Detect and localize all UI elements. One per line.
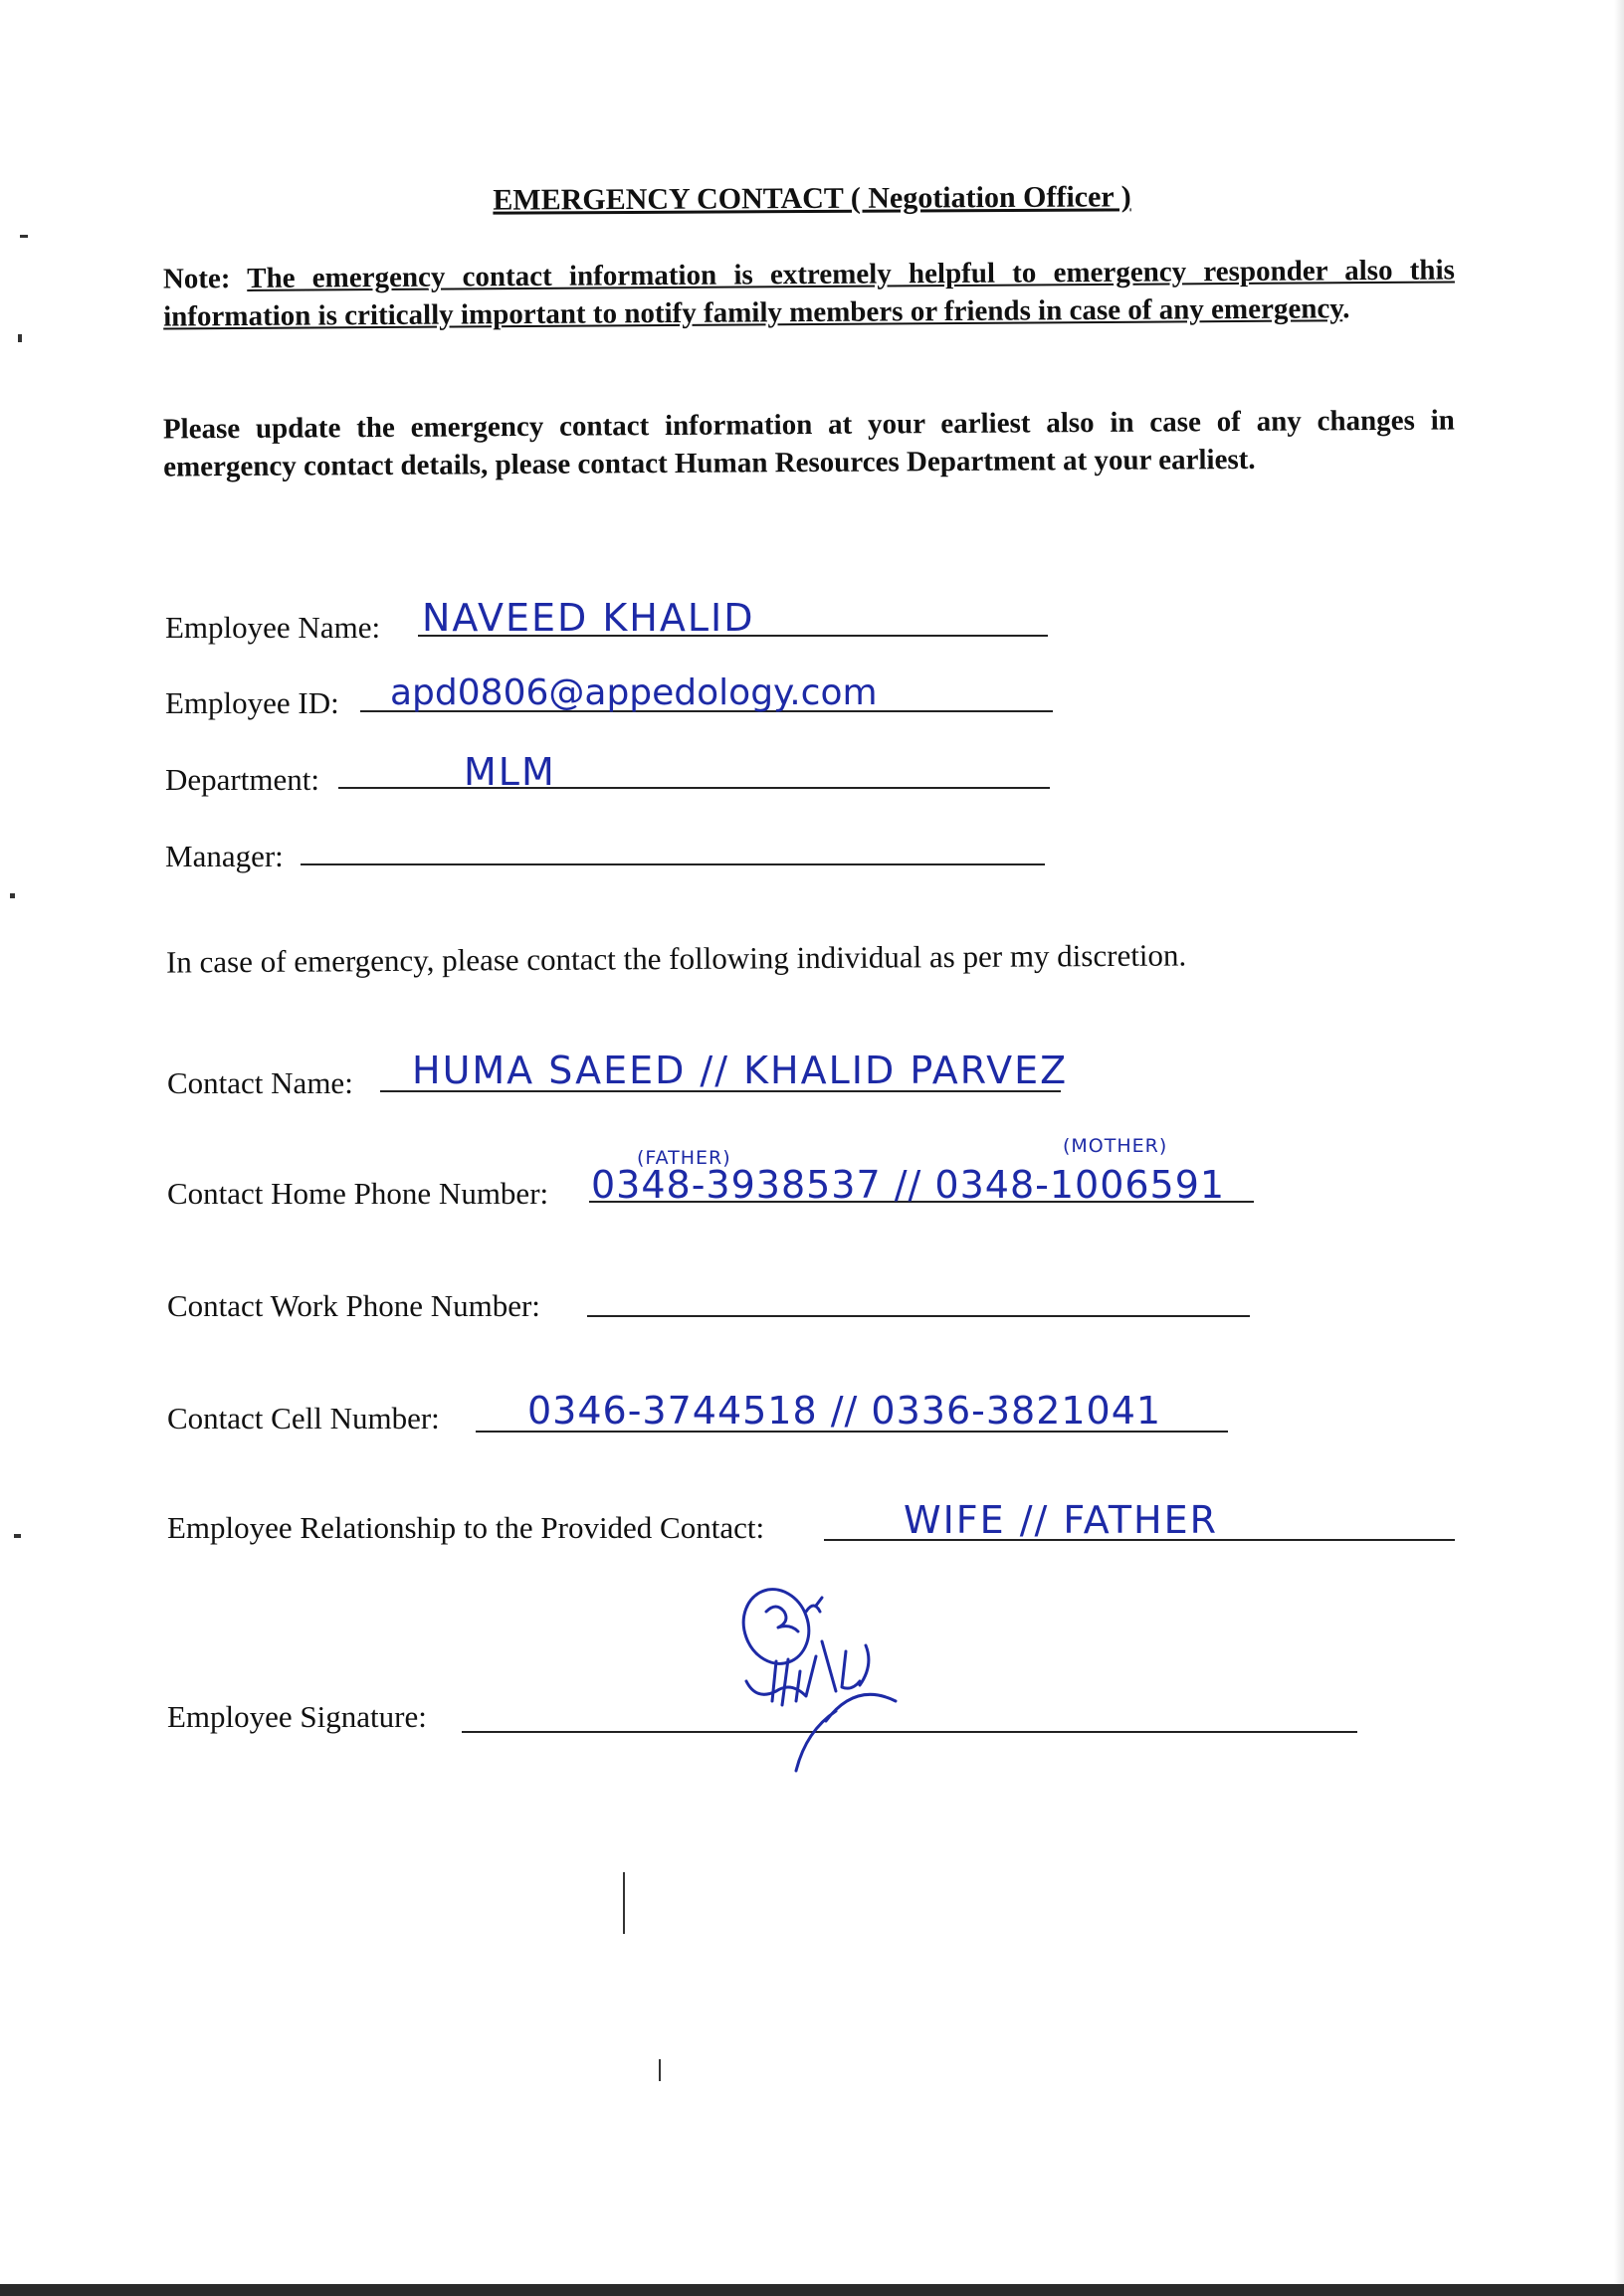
note-text: The emergency contact information is extremely helpful to emergency responder also this information is critically important to notify family members or friends in case of any emergency [163,254,1455,333]
department-value: MLM [464,750,556,794]
employee-name-value: NAVEED KHALID [422,596,755,640]
home-phone-label: Contact Home Phone Number: [167,1176,549,1211]
employee-name-label: Employee Name: [165,610,381,645]
page-edge-shadow [1614,0,1624,2296]
work-phone-line[interactable] [587,1315,1250,1317]
employee-id-value: apd0806@appedology.com [390,672,878,713]
employee-id-label: Employee ID: [165,685,339,720]
cell-number-label: Contact Cell Number: [167,1401,440,1435]
contact-name-label: Contact Name: [167,1065,353,1100]
signature-label: Employee Signature: [167,1699,427,1734]
department-label: Department: [165,762,319,797]
note-paragraph [163,251,1455,335]
note-prefix: Note: [162,263,231,295]
home-phone-value: 0348-3938537 // 0348-1006591 [591,1163,1226,1207]
emergency-statement: In case of emergency, please contact the following individual as per my discretion. [165,937,1187,980]
scan-mark [14,1534,21,1538]
contact-name-value: HUMA SAEED // KHALID PARVEZ [412,1049,1069,1092]
update-paragraph: Please update the emergency contact information at your earliest also in case of any changes in emergency contact details, please contact Human Resources Department at your earliest. [162,404,1455,483]
scan-mark [20,235,28,238]
relationship-label: Employee Relationship to the Provided Contact: [167,1510,765,1545]
manager-label: Manager: [165,839,284,873]
scan-mark [18,334,22,342]
home-phone-note-father: (FATHER) [637,1147,731,1169]
work-phone-label: Contact Work Phone Number: [167,1288,540,1323]
signature-line[interactable] [462,1731,1357,1733]
cell-number-value: 0346-3744518 // 0336-3821041 [527,1389,1162,1433]
home-phone-note-mother: (MOTHER) [1063,1135,1168,1157]
scan-mark [659,2059,661,2081]
scan-mark [623,1872,625,1934]
signature-scribble [726,1582,906,1781]
relationship-value: WIFE // FATHER [904,1498,1219,1542]
note-end: . [1342,292,1350,325]
scanner-bottom-edge [0,2284,1624,2296]
manager-line[interactable] [301,863,1045,865]
department-line[interactable] [338,787,1050,789]
scan-mark [10,893,15,898]
form-title: EMERGENCY CONTACT ( Negotiation Officer ) [493,180,1131,217]
